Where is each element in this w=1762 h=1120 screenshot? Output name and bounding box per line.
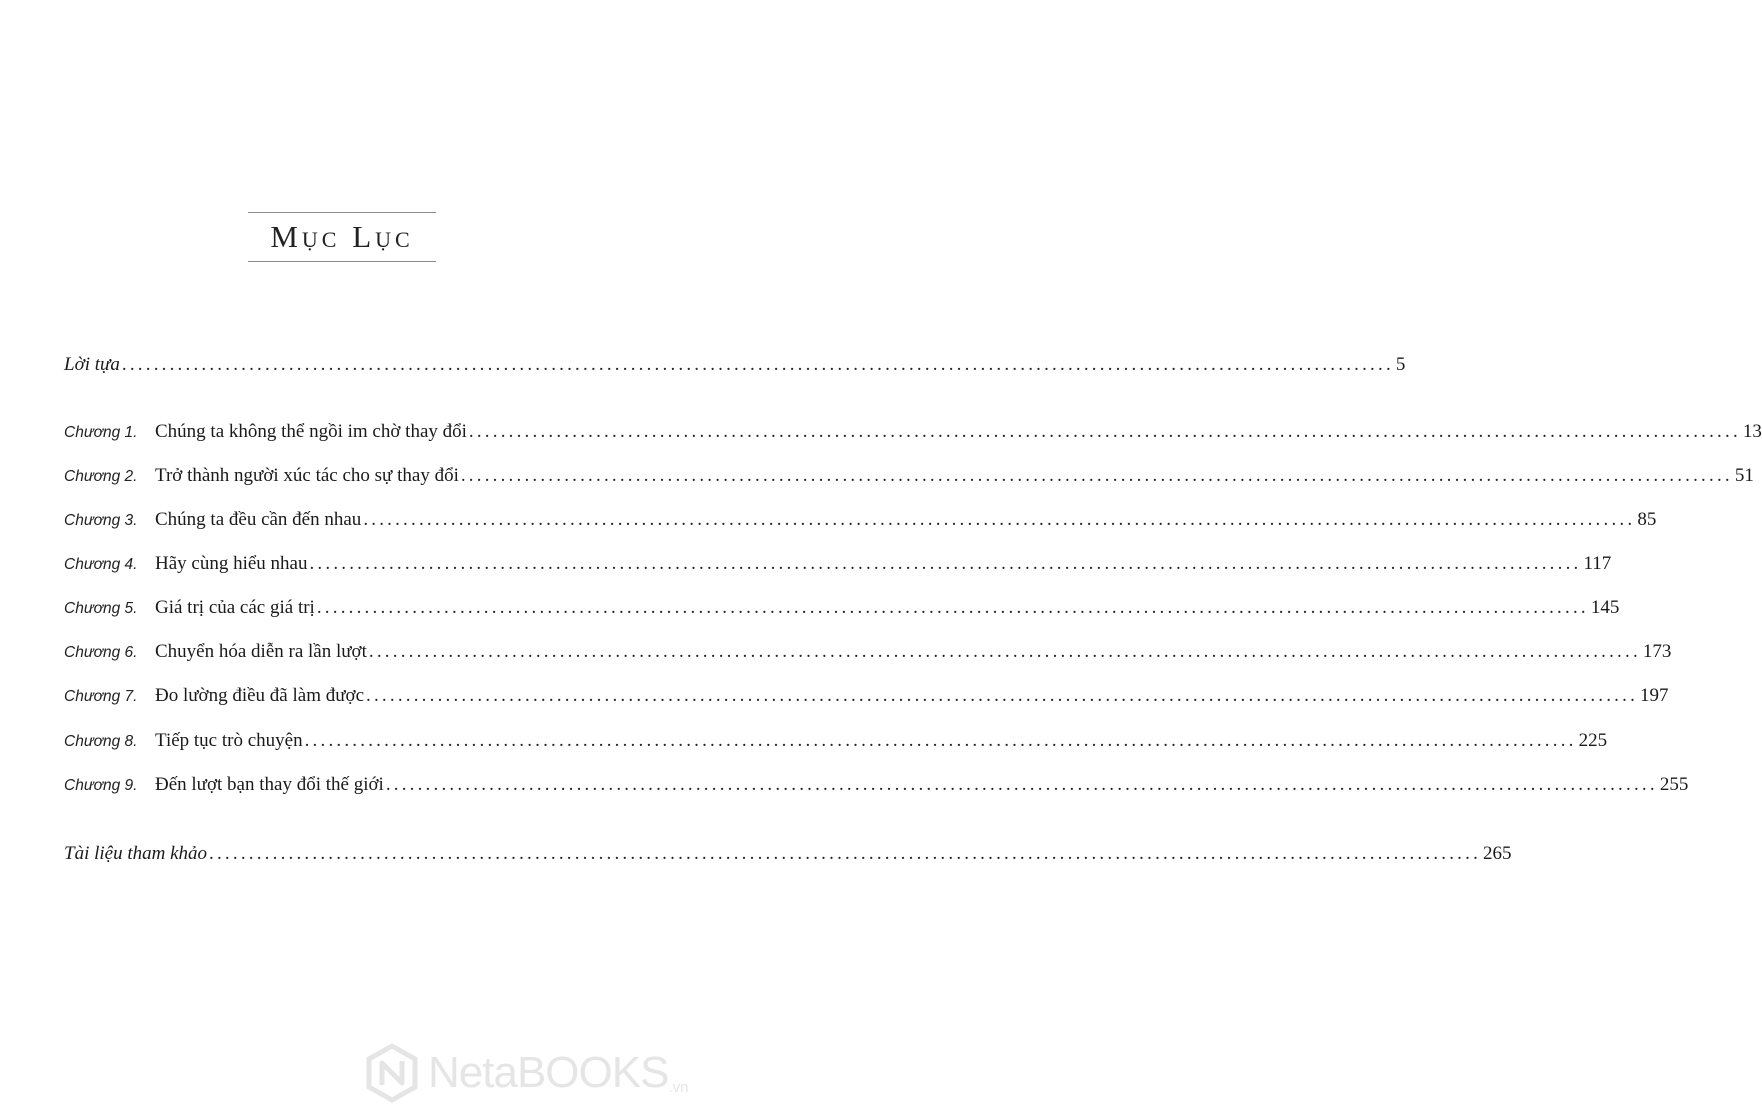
toc-entry-references[interactable]	[64, 843, 1512, 873]
watermark-suffix: .vn	[668, 1079, 689, 1096]
toc-entry-chapter-8[interactable]	[64, 730, 1608, 760]
chapter-title: Chuyển hóa diễn ra lần lượt	[155, 641, 367, 662]
chapter-label: Chương 8.	[64, 733, 138, 750]
dot-leader: ................................................................................................................................................................	[366, 685, 1639, 706]
entry-page: 265	[1483, 843, 1512, 864]
entry-title: Tài liệu tham khảo	[64, 843, 208, 864]
dot-leader: ................................................................................................................................................................	[209, 843, 1482, 864]
toc-entry-chapter-9[interactable]	[64, 774, 1689, 804]
toc-entry-chapter-1[interactable]	[64, 421, 1762, 451]
chapter-title: Trở thành người xúc tác cho sự thay đổi	[155, 465, 459, 486]
entry-page: 5	[1395, 354, 1406, 375]
dot-leader: ................................................................................................................................................................	[460, 465, 1733, 486]
chapter-label: Chương 3.	[64, 512, 138, 529]
toc-title-box	[248, 212, 436, 262]
chapter-page: 255	[1659, 774, 1689, 795]
chapter-label: Chương 4.	[64, 556, 138, 573]
watermark-brand: NetaBOOKS	[428, 1048, 669, 1097]
chapter-title: Giá trị của các giá trị	[155, 597, 315, 618]
dot-leader: ................................................................................................................................................................	[363, 509, 1636, 530]
chapter-page: 117	[1583, 553, 1612, 574]
toc-entry-chapter-5[interactable]	[64, 597, 1620, 627]
toc-entry-chapter-7[interactable]	[64, 685, 1669, 715]
chapter-label: Chương 5.	[64, 600, 138, 617]
netabooks-logo-icon	[362, 1043, 422, 1103]
chapter-page: 197	[1640, 685, 1669, 706]
chapter-title: Chúng ta không thể ngồi im chờ thay đổi	[155, 421, 467, 442]
watermark	[362, 1036, 692, 1110]
chapter-page: 13	[1742, 421, 1762, 442]
chapter-page: 145	[1590, 597, 1620, 618]
toc-entry-chapter-4[interactable]	[64, 553, 1612, 583]
chapter-label: Chương 9.	[64, 777, 138, 794]
chapter-title: Hãy cùng hiểu nhau	[155, 553, 308, 574]
page-title: Mục Lục	[270, 219, 414, 254]
toc-entry-chapter-3[interactable]	[64, 509, 1657, 539]
chapter-page: 51	[1734, 465, 1754, 486]
dot-leader: ................................................................................................................................................................	[309, 553, 1582, 574]
entry-title: Lời tựa	[64, 354, 120, 375]
chapter-title: Đo lường điều đã làm được	[155, 685, 365, 706]
toc-entry-chapter-2[interactable]	[64, 465, 1754, 495]
toc-entry-preface[interactable]	[64, 354, 1406, 384]
chapter-page: 173	[1642, 641, 1672, 662]
chapter-title: Chúng ta đều cần đến nhau	[155, 509, 362, 530]
chapter-label: Chương 6.	[64, 644, 138, 661]
dot-leader: ................................................................................................................................................................	[316, 597, 1589, 618]
dot-leader: ................................................................................................................................................................	[304, 730, 1577, 751]
toc-entry-chapter-6[interactable]	[64, 641, 1672, 671]
chapter-page: 225	[1578, 730, 1608, 751]
chapter-label: Chương 2.	[64, 468, 138, 485]
chapter-label: Chương 7.	[64, 688, 138, 705]
chapter-title: Tiếp tục trò chuyện	[155, 730, 303, 751]
dot-leader: ................................................................................................................................................................	[121, 354, 1394, 375]
chapter-label: Chương 1.	[64, 424, 138, 441]
dot-leader: ................................................................................................................................................................	[385, 774, 1658, 795]
dot-leader: ................................................................................................................................................................	[468, 421, 1741, 442]
dot-leader: ................................................................................................................................................................	[368, 641, 1641, 662]
chapter-page: 85	[1637, 509, 1657, 530]
chapter-title: Đến lượt bạn thay đổi thế giới	[155, 774, 384, 795]
